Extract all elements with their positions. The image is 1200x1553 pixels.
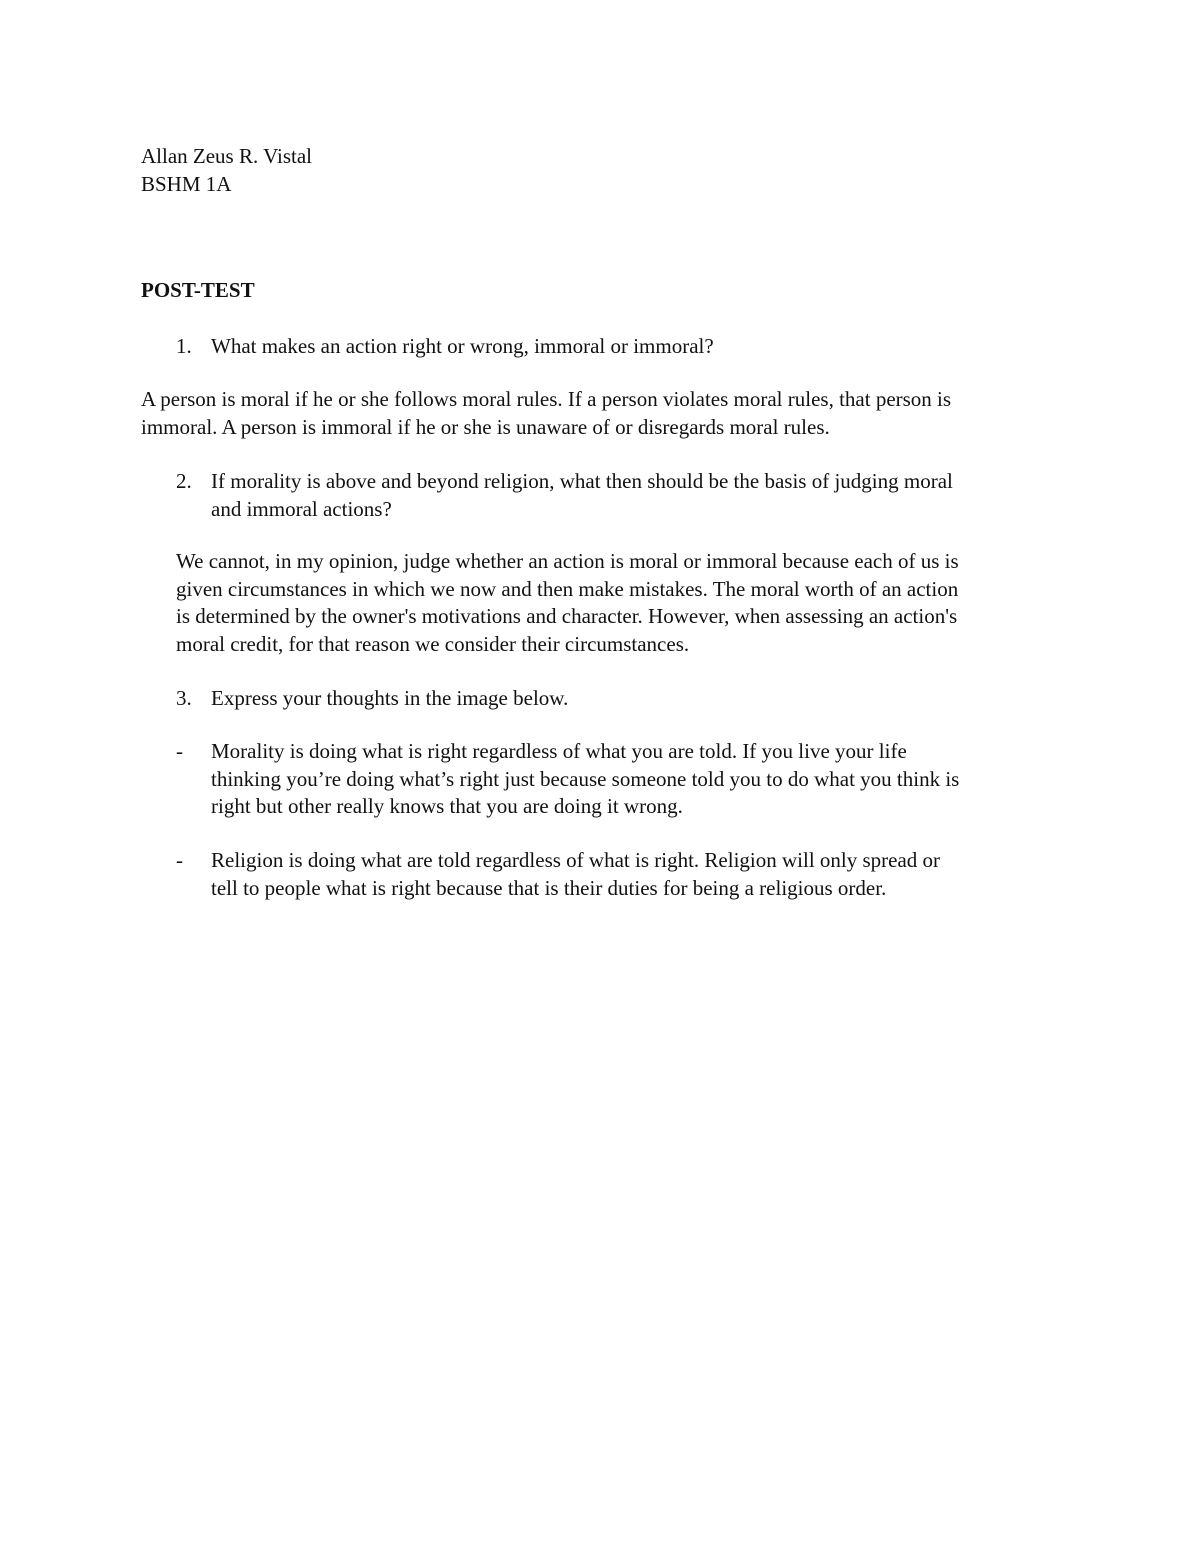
question-line: Express your thoughts in the image below. [211, 686, 569, 710]
bullet-line: thinking you’re doing what’s right just because someone told you to do what you think is [211, 766, 960, 791]
answer-line: given circumstances in which we now and then make mistakes. The moral worth of an action [176, 576, 959, 601]
student-course: BSHM 1A [141, 172, 232, 196]
bullet-text [211, 738, 959, 821]
answer-line: immoral. A person is immoral if he or she is unaware of or disregards moral rules. [141, 414, 830, 439]
bullet-text [211, 847, 940, 902]
answer-line: is determined by the owner's motivations and character. However, when assessing an action's [176, 604, 958, 628]
question-line: What makes an action right or wrong, immoral or immoral? [211, 334, 714, 358]
document-title: POST-TEST [141, 278, 255, 302]
bullet-marker: - [176, 739, 183, 763]
answer-line: We cannot, in my opinion, judge whether an action is moral or immoral because each of us is [176, 549, 959, 573]
answer-line: A person is moral if he or she follows moral rules. If a person violates moral rules, that person is [141, 387, 952, 411]
question-line: and immoral actions? [211, 496, 392, 521]
bullet-line: right but other really knows that you are doing it wrong. [211, 794, 683, 818]
question-text [211, 468, 953, 523]
student-name: Allan Zeus R. Vistal [141, 144, 313, 168]
bullet-line: Morality is doing what is right regardless of what you are told. If you live your life [211, 739, 907, 763]
answer-text [176, 548, 959, 658]
bullet-line: tell to people what is right because that is their duties for being a religious order. [211, 875, 887, 900]
bullet-marker: - [176, 848, 183, 872]
bullet-line: Religion is doing what are told regardless of what is right. Religion will only spread or [211, 848, 941, 872]
question-line: If morality is above and beyond religion, what then should be the basis of judging moral [211, 469, 953, 493]
question-number: 2. [176, 469, 192, 493]
answer-line: moral credit, for that reason we consider their circumstances. [176, 631, 690, 656]
question-text [211, 685, 568, 713]
question-text [211, 333, 714, 361]
question-number: 1. [176, 334, 192, 358]
answer-text [141, 386, 951, 441]
question-number: 3. [176, 686, 192, 710]
